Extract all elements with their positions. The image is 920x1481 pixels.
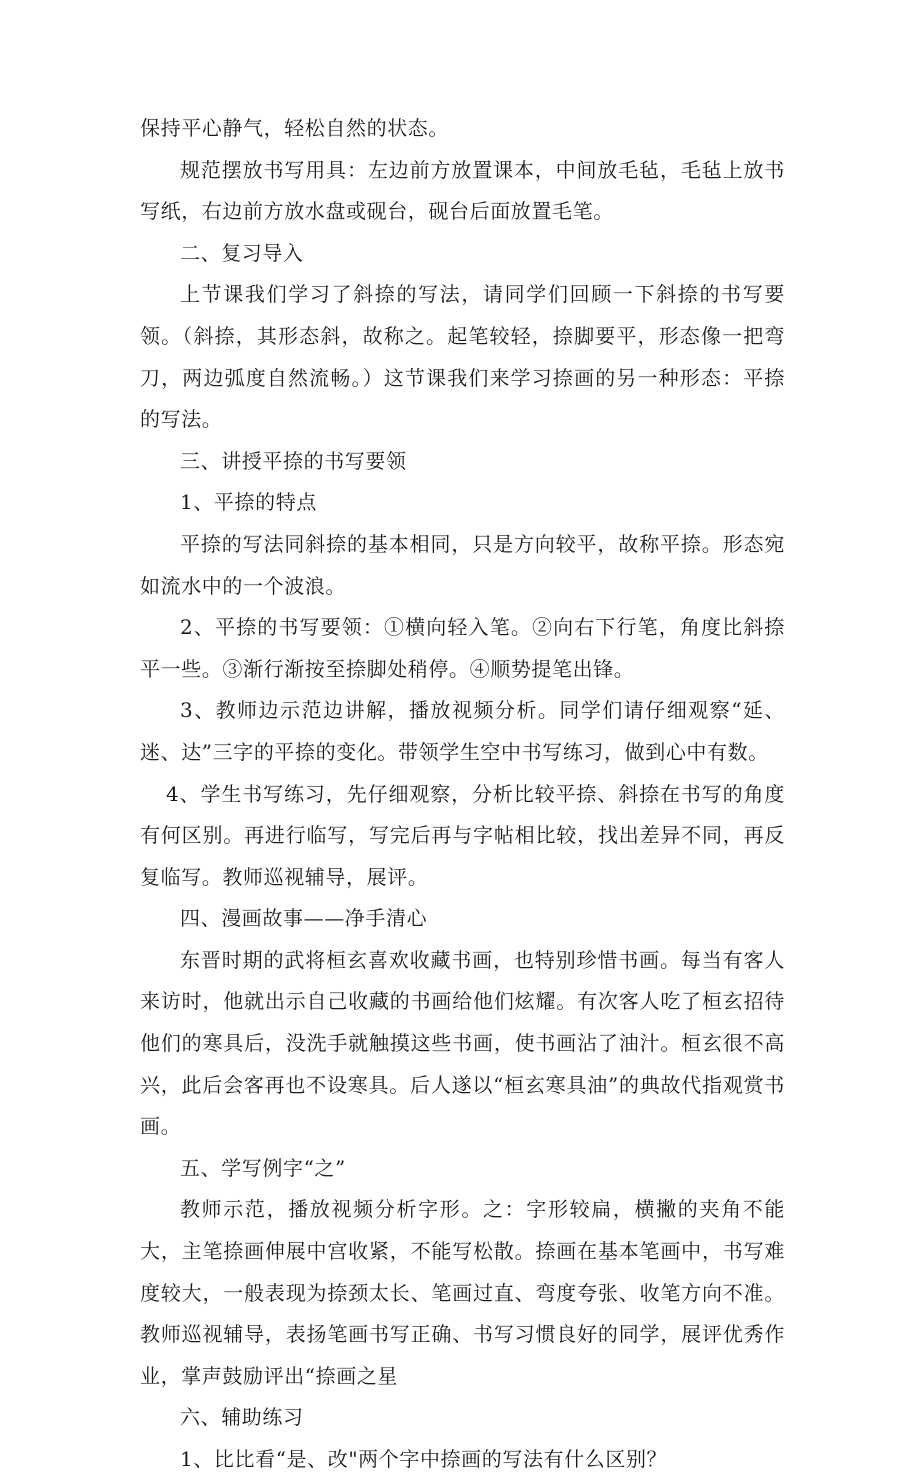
document-body — [140, 108, 785, 1481]
paragraph-demonstration: 3、教师边示范边讲解，播放视频分析。同学们请仔细观察“延、迷、达”三字的平捺的变化。带领学生空中书写练习，做到心中有数。 — [140, 698, 785, 764]
paragraph-example: 教师示范，播放视频分析字形。之：字形较扁，横撇的夹角不能大，主笔捺画伸展中宫收紧，不能写松散。捺画在基本笔画中，书写难度较大，一般表现为捺颈太长、笔画过直、弯度夸张、收笔方向不准。教师巡视辅导，表扬笔画书写正确、书写习惯良好的同学，展评优秀作业，掌声鼓励评出“捺画之星 — [140, 1197, 785, 1388]
paragraph-review: 上节课我们学习了斜捺的写法，请同学们回顾一下斜捺的书写要领。（斜捺，其形态斜，故称之。起笔较轻，捺脚要平，形态像一把弯刀，两边弧度自然流畅。）这节课我们来学习捺画的另一种形态：平捺的写法。 — [140, 282, 785, 432]
paragraph-exercise: 1、比比看“是、改"两个字中捺画的写法有什么区别？ — [180, 1447, 668, 1471]
section-heading-exercise: 六、辅助练习 — [180, 1405, 304, 1430]
section-heading-teaching: 三、讲授平捺的书写要领 — [180, 448, 407, 473]
subheading-features: 1、平捺的特点 — [180, 490, 317, 515]
section-heading-review: 二、复习导入 — [180, 240, 304, 265]
paragraph-features: 平捺的写法同斜捺的基本相同，只是方向较平，故称平捺。形态宛如流水中的一个波浪。 — [140, 531, 785, 598]
paragraph-tools: 规范摆放书写用具：左边前方放置课本，中间放毛毡，毛毡上放书写纸，右边前方放水盘或砚台，砚台后面放置毛笔。 — [140, 157, 785, 224]
paragraph-story: 东晋时期的武将桓玄喜欢收藏书画，也特别珍惜书画。每当有客人来访时，他就出示自己收藏的书画给他们炫耀。有次客人吃了桓玄招待他们的寒具后，没洗手就触摸这些书画，使书画沾了油汁。桓玄很不高兴，此后会客再也不设寒具。后人遂以“桓玄寒具油”的典故代指观赏书画。 — [140, 947, 785, 1139]
section-heading-example: 五、学写例字“之” — [180, 1155, 346, 1180]
paragraph-practice: 4、学生书写练习，先仔细观察，分析比较平捺、斜捺在书写的角度有何区别。再进行临写，写完后再与字帖相比较，找出差异不同，再反复临写。教师巡视辅导，展评。 — [140, 781, 785, 889]
paragraph-posture: 保持平心静气，轻松自然的状态。 — [140, 116, 449, 140]
paragraph-key-points: 2、平捺的书写要领：①横向轻入笔。②向右下行笔，角度比斜捺平一些。③渐行渐按至捺脚处稍停。④顺势提笔出锋。 — [140, 615, 785, 681]
section-heading-comic: 四、漫画故事——净手清心 — [180, 906, 428, 931]
